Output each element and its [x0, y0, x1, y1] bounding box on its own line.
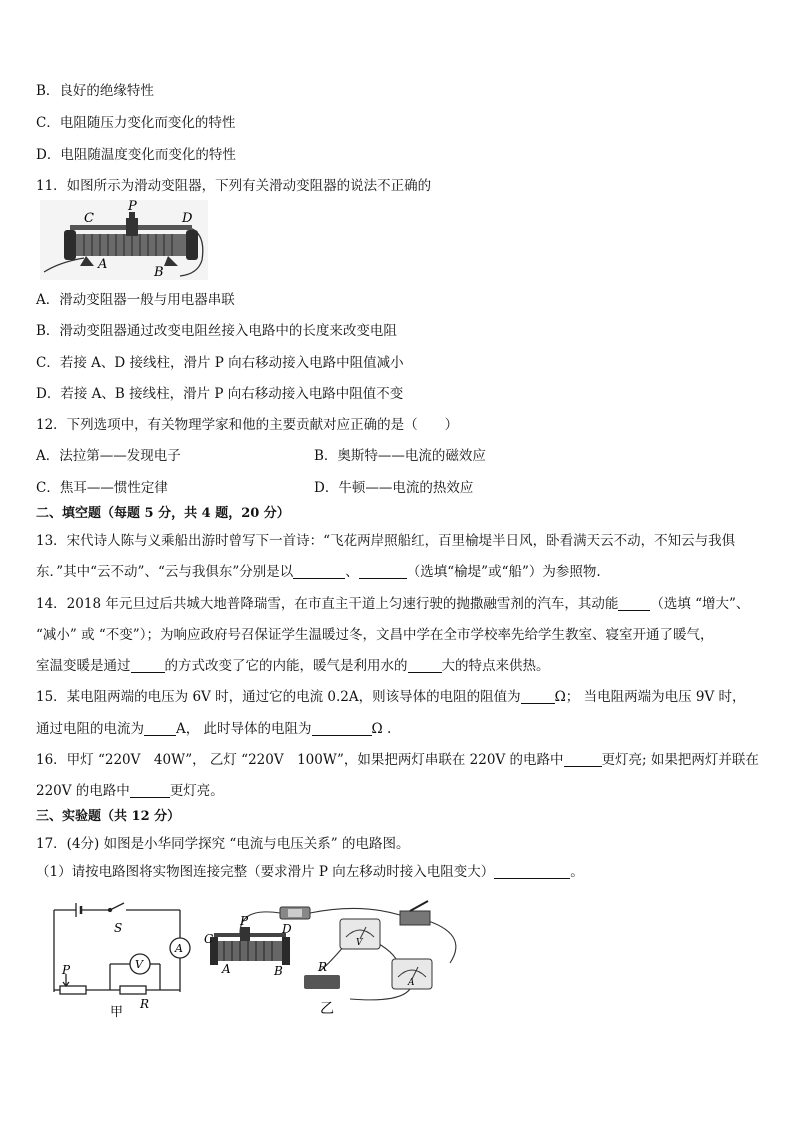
q11-option-c: C．若接 A、D 接线柱，滑片 P 向右移动接入电路中阻值减小	[36, 355, 404, 371]
label-C: C	[204, 932, 214, 946]
label-D: D	[182, 211, 193, 226]
circuit-diagram-jia	[44, 900, 194, 1020]
answer-blank[interactable]	[144, 721, 176, 736]
label-B: B	[274, 964, 283, 978]
caption-jia: 甲	[110, 1005, 124, 1020]
rheostat-figure	[40, 200, 208, 280]
q15-line1: 15．某电阻两端的电压为 6V 时，通过它的电流 0.2A，则该导体的电阻的阻值为 Ω； 当电阻两端为电压 9V 时，	[36, 689, 746, 705]
option-d: D．电阻随温度变化而变化的特性	[36, 147, 236, 163]
ammeter-label: A	[175, 942, 183, 955]
label-P: P	[240, 914, 249, 928]
label-A: A	[98, 257, 108, 272]
apparatus-figure-yi	[200, 893, 480, 1023]
q12-option-c: C．焦耳——惯性定律	[36, 480, 168, 496]
answer-blank[interactable]	[618, 596, 650, 611]
answer-blank[interactable]	[521, 689, 555, 704]
answer-blank[interactable]	[408, 658, 442, 673]
q12-option-d: D．牛顿——电流的热效应	[314, 480, 474, 496]
q16-line2: 220V 的电路中 更灯亮。	[36, 783, 224, 799]
label-S: S	[114, 921, 123, 935]
q15-line2: 通过电阻的电流为 A， 此时导体的电阻为 Ω .	[36, 721, 392, 737]
label-P: P	[128, 200, 137, 214]
q14-line3: 室温变暖是通过 的方式改变了它的内能，暖气是利用水的 大的特点来供热。	[36, 658, 550, 674]
q14-line1: 14．2018 年元旦过后共城大地普降瑞雪，在市直主干道上匀速行驶的抛撒融雪剂的汽车，其动能 （选填 “增大”、	[36, 596, 750, 612]
q12-stem: 12．下列选项中，有关物理学家和他的主要贡献对应正确的是（ ）	[36, 417, 459, 433]
ammeter-label: A	[408, 978, 415, 988]
q13-line1: 13．宋代诗人陈与义乘船出游时曾写下一首诗：“飞花两岸照船红，百里榆堤半日风，卧看满天云不动，不知云与我俱	[36, 533, 736, 549]
q16-line1: 16．甲灯 “220V 40W”， 乙灯 “220V 100W”，如果把两灯串联在 220V 的电路中 更灯亮; 如果把两灯并联在	[36, 752, 759, 768]
q12-option-b: B．奥斯特——电流的磁效应	[314, 448, 486, 464]
q11-option-b: B．滑动变阻器通过改变电阻丝接入电路中的长度来改变电阻	[36, 323, 397, 339]
answer-blank[interactable]	[564, 752, 602, 767]
answer-blank[interactable]	[359, 564, 407, 579]
label-C: C	[84, 211, 94, 226]
voltmeter-label: V	[135, 958, 143, 971]
q11-option-a: A．滑动变阻器一般与用电器串联	[36, 292, 235, 308]
option-b: B．良好的绝缘特性	[36, 83, 154, 99]
answer-blank[interactable]	[494, 864, 570, 879]
label-P: P	[62, 963, 71, 977]
caption-yi: 乙	[320, 1001, 334, 1017]
voltmeter-label: V	[356, 938, 363, 948]
label-R: R	[140, 997, 150, 1011]
q12-option-a: A．法拉第——发现电子	[36, 448, 181, 464]
q17-stem: 17．(4分) 如图是小华同学探究 “电流与电压关系” 的电路图。	[36, 836, 410, 852]
section-experiment-heading: 三、实验题（共 12 分）	[36, 809, 181, 824]
answer-blank[interactable]	[131, 658, 165, 673]
answer-blank[interactable]	[293, 564, 345, 579]
option-c: C．电阻随压力变化而变化的特性	[36, 115, 236, 131]
label-D: D	[282, 922, 292, 936]
label-B: B	[154, 265, 164, 280]
answer-blank[interactable]	[130, 783, 170, 798]
q11-option-d: D．若接 A、B 接线柱，滑片 P 向右移动接入电路中阻值不变	[36, 386, 404, 402]
label-R: R	[318, 960, 328, 974]
section-fill-in-heading: 二、填空题（每题 5 分，共 4 题，20 分）	[36, 506, 290, 521]
q14-line2: “减小” 或 “不变”）；为响应政府号召保证学生温暖过冬，文昌中学在全市学校率先给学生教室、寝室开通了暖气，	[36, 627, 714, 643]
label-A: A	[222, 962, 231, 976]
q13-line2: 东．”其中“云不动”、“云与我俱东”分别是以 、 （选填“榆堤”或“船”）为参照物.	[36, 564, 601, 580]
answer-blank[interactable]	[312, 721, 372, 736]
q11-stem: 11．如图所示为滑动变阻器，下列有关滑动变阻器的说法不正确的	[36, 178, 432, 194]
q17-sub1: （1）请按电路图将实物图连接完整（要求滑片 P 向左移动时接入电阻变大） 。	[36, 864, 584, 880]
